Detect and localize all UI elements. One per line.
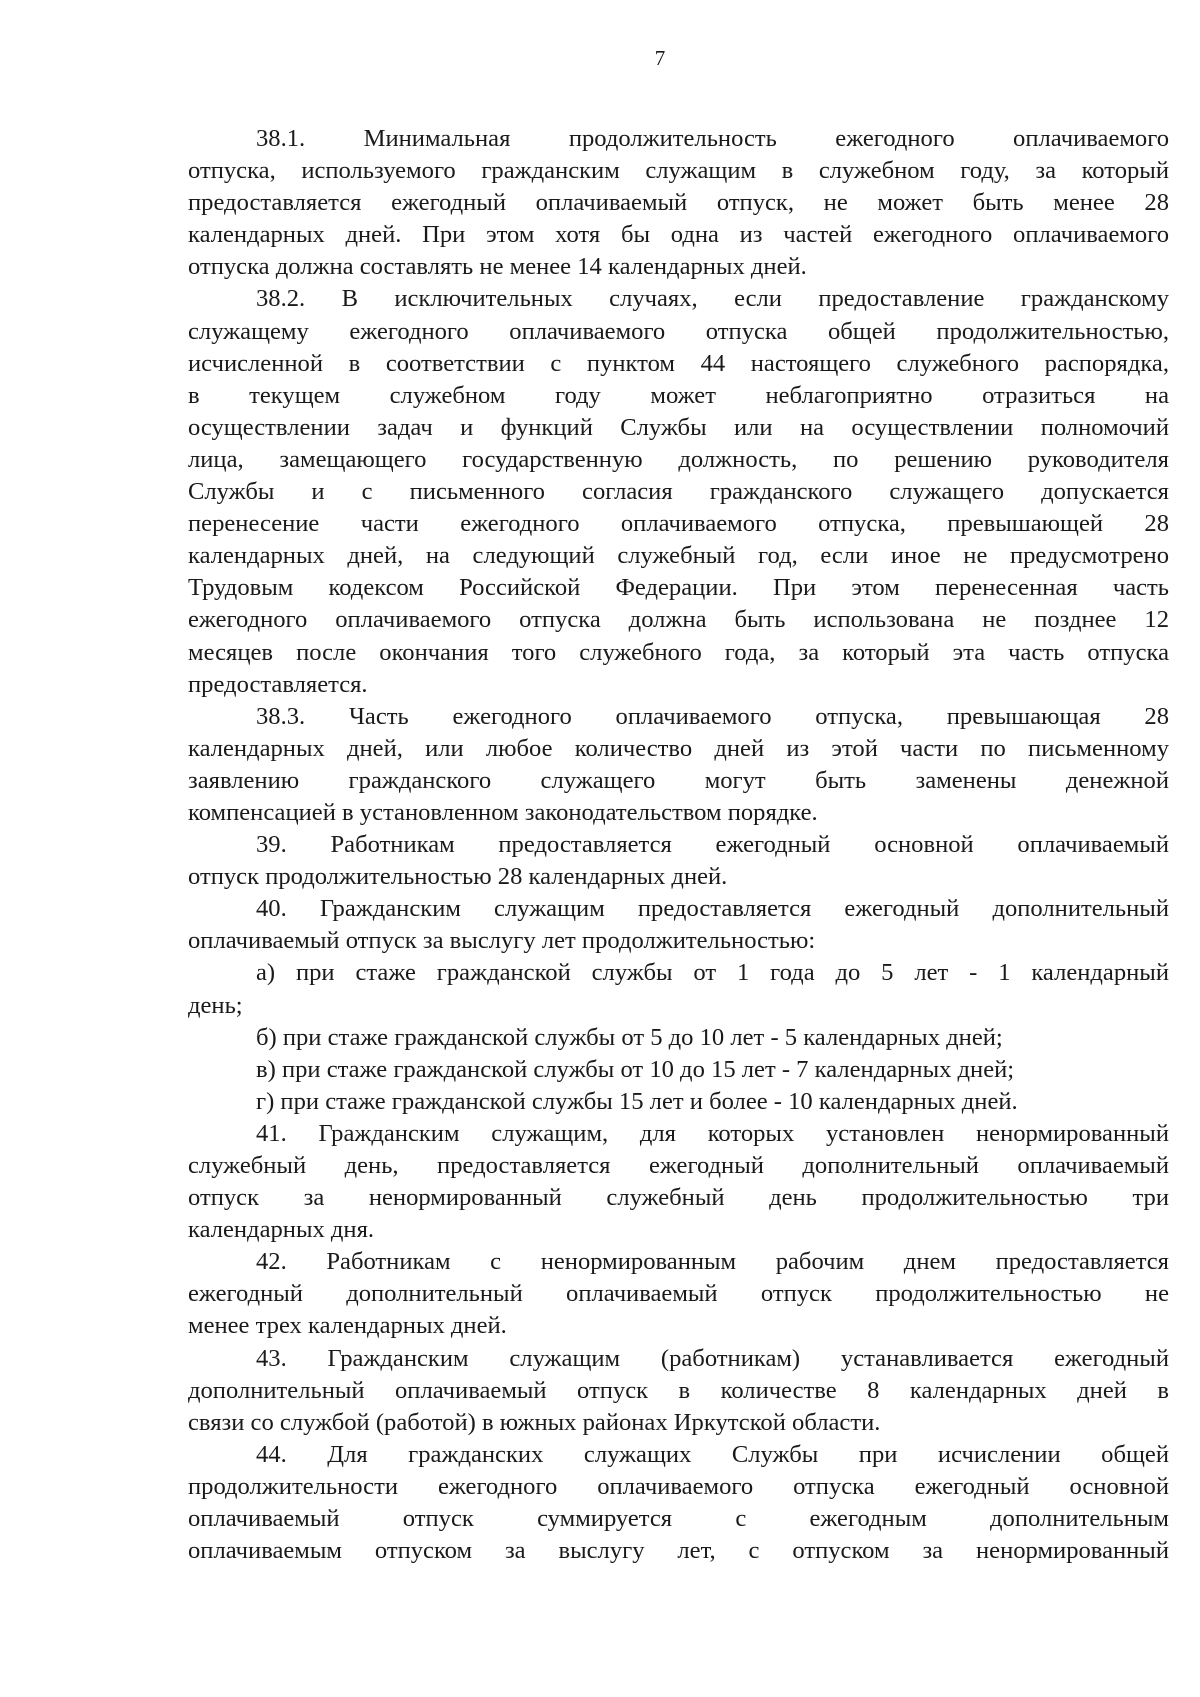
text-line: отпуск за ненормированный служебный день продолжительностью три xyxy=(188,1184,1169,1212)
text-line: служащему ежегодного оплачиваемого отпуска общей продолжительностью, xyxy=(188,317,1169,345)
text-line: 38.1. Минимальная продолжительность ежегодного оплачиваемого xyxy=(256,125,1169,152)
text-line: календарных дня. xyxy=(188,1216,375,1244)
text-line: отпуска должна составлять не менее 14 календарных дней. xyxy=(188,253,807,281)
text-line: в текущем служебном году может неблагоприятно отразиться на xyxy=(188,381,1169,409)
text-line: а) при стаже гражданской службы от 1 года до 5 лет - 1 календарный xyxy=(256,959,1169,987)
text-line: оплачиваемый отпуск суммируется с ежегодным дополнительным xyxy=(188,1505,1169,1533)
text-line: 41. Гражданским служащим, для которых установлен ненормированный xyxy=(256,1119,1169,1147)
text-line: заявлению гражданского служащего могут быть заменены денежной xyxy=(188,766,1169,794)
text-line: отпуска, используемого гражданским служащим в служебном году, за который xyxy=(188,157,1169,185)
text-line: б) при стаже гражданской службы от 5 до 10 лет - 5 календарных дней; xyxy=(256,1023,1003,1051)
text-line: календарных дней, на следующий служебный год, если иное не предусмотрено xyxy=(188,542,1169,570)
text-line: продолжительности ежегодного оплачиваемого отпуска ежегодный основной xyxy=(188,1472,1169,1500)
text-line: в) при стаже гражданской службы от 10 до 15 лет - 7 календарных дней; xyxy=(256,1055,1015,1083)
text-line: связи со службой (работой) в южных районах Иркутской области. xyxy=(188,1408,881,1436)
text-line: 38.3. Часть ежегодного оплачиваемого отпуска, превышающая 28 xyxy=(256,702,1169,730)
text-line: календарных дней, или любое количество дней из этой части по письменному xyxy=(188,734,1169,762)
document-body xyxy=(188,123,1169,1567)
text-line: календарных дней. При этом хотя бы одна из частей ежегодного оплачиваемого xyxy=(188,221,1169,249)
text-line: Трудовым кодексом Российской Федерации. При этом перенесенная часть xyxy=(188,574,1169,602)
text-line: месяцев после окончания того служебного года, за который эта часть отпуска xyxy=(188,638,1169,666)
text-line: предоставляется ежегодный оплачиваемый отпуск, не может быть менее 28 xyxy=(188,189,1169,217)
text-line: ежегодного оплачиваемого отпуска должна быть использована не позднее 12 xyxy=(188,606,1169,634)
text-line: отпуск продолжительностью 28 календарных дней. xyxy=(188,863,728,891)
text-line: компенсацией в установленном законодательством порядке. xyxy=(188,798,818,826)
text-line: предоставляется. xyxy=(188,670,368,698)
text-line: 39. Работникам предоставляется ежегодный основной оплачиваемый xyxy=(256,831,1169,859)
text-line: ежегодный дополнительный оплачиваемый отпуск продолжительностью не xyxy=(188,1280,1169,1308)
text-line: оплачиваемым отпуском за выслугу лет, с отпуском за ненормированный xyxy=(188,1537,1169,1565)
text-line: менее трех календарных дней. xyxy=(188,1312,507,1340)
text-line: осуществлении задач и функций Службы или на осуществлении полномочий xyxy=(188,413,1169,441)
text-line: 44. Для гражданских служащих Службы при исчислении общей xyxy=(256,1440,1169,1468)
text-line: перенесение части ежегодного оплачиваемого отпуска, превышающей 28 xyxy=(188,510,1169,538)
page-number: 7 xyxy=(654,46,666,70)
text-line: лица, замещающего государственную должность, по решению руководителя xyxy=(188,445,1169,473)
text-line: служебный день, предоставляется ежегодный дополнительный оплачиваемый xyxy=(188,1152,1169,1179)
text-line: дополнительный оплачиваемый отпуск в количестве 8 календарных дней в xyxy=(188,1376,1169,1404)
text-line: 38.2. В исключительных случаях, если предоставление гражданскому xyxy=(256,285,1169,313)
text-line: 43. Гражданским служащим (работникам) устанавливается ежегодный xyxy=(256,1344,1169,1372)
text-line: г) при стаже гражданской службы 15 лет и более - 10 календарных дней. xyxy=(256,1087,1018,1115)
text-line: 40. Гражданским служащим предоставляется ежегодный дополнительный xyxy=(256,895,1169,923)
text-line: оплачиваемый отпуск за выслугу лет продолжительностью: xyxy=(188,927,816,955)
text-line: Службы и с письменного согласия гражданского служащего допускается xyxy=(188,478,1169,506)
text-line: исчисленной в соответствии с пунктом 44 настоящего служебного распорядка, xyxy=(188,349,1169,377)
text-line: 42. Работникам с ненормированным рабочим днем предоставляется xyxy=(256,1248,1169,1276)
text-line: день; xyxy=(188,991,243,1019)
